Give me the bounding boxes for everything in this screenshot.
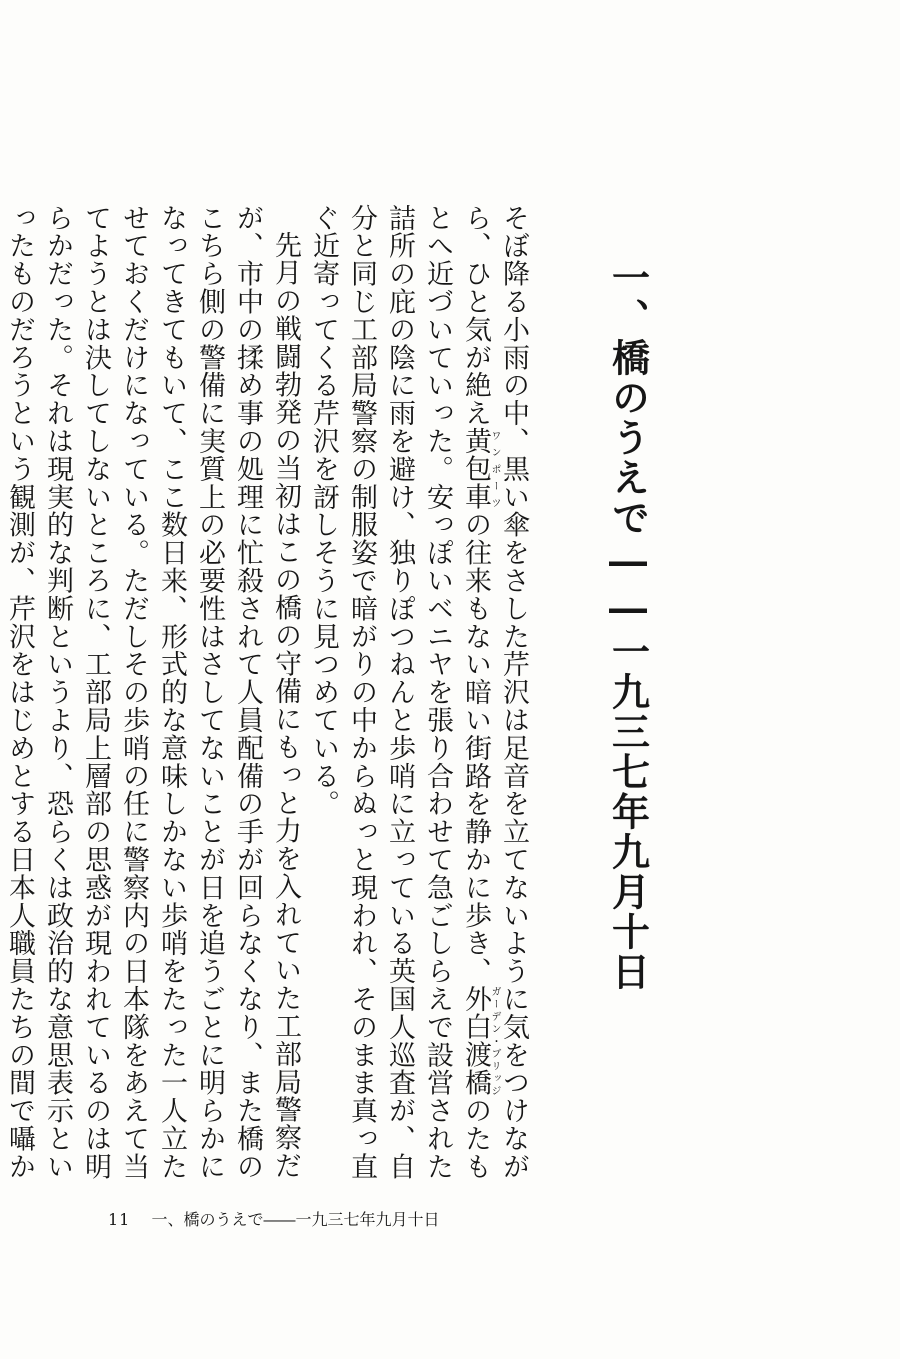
text-run: の往来もない暗い街路を静かに歩き、 — [460, 510, 491, 986]
page-number: 11 — [108, 1210, 131, 1229]
page-footer — [108, 1208, 439, 1232]
paragraph — [304, 204, 532, 1204]
text-run: そぼ降る小雨の中、黒い傘をさした芹沢は足音を立てないように気をつけながら、ひと気が絶え — [460, 204, 529, 1181]
text-run: のたもとへ近づいていった。安っぽいベニヤを張り合わせて急ごしらえで設営された詰所の庇の陰に雨を避け、独りぽつねんと歩哨に立っている英国人巡査が、自分と同じ工部局警察の制服姿で暗がりの中からぬっと現われ、そのまま真っ直ぐ近寄ってくる芹沢を訝しそうに見つめている。 — [308, 204, 491, 1181]
chapter-title: 一、橋のうえで――一九三七年九月十日 — [605, 258, 651, 992]
paragraph — [0, 204, 304, 1204]
ruby-reading: ワンポーツ — [489, 427, 500, 511]
body-text — [4, 204, 532, 1204]
ruby-word — [460, 427, 500, 511]
text-run: 先月の戦闘勃発の当初はこの橋の守備にもっと力を入れていた工部局警察だが、市中の揉め事の処理に忙殺されて人員配備の手が回らなくなり、また橋のこちら側の警備に実質上の必要性はさしてないことが日を追うごとに明らかになってきてもいて、ここ数日来、形式的な意味しかない歩哨をたった一人立たせておくだけになっている。ただしその歩哨の任に警察内の日本隊をあえて当てようとは決してしないところに、工部局上層部の思惑が現われているのは明らかだった。それは現実的な判断というより、恐らくは政治的な意思表示といったものだろうという観測が、芹沢をはじめとする日本人職員たちの間で囁か — [4, 204, 301, 1181]
ruby-base: 黄包車 — [460, 427, 491, 511]
running-title: 一、橋のうえで――一九三七年九月十日 — [151, 1210, 440, 1229]
ruby-base: 外白渡橋 — [460, 985, 491, 1097]
ruby-reading: ガーデン・ブリッジ — [489, 985, 500, 1097]
ruby-word — [460, 985, 500, 1097]
